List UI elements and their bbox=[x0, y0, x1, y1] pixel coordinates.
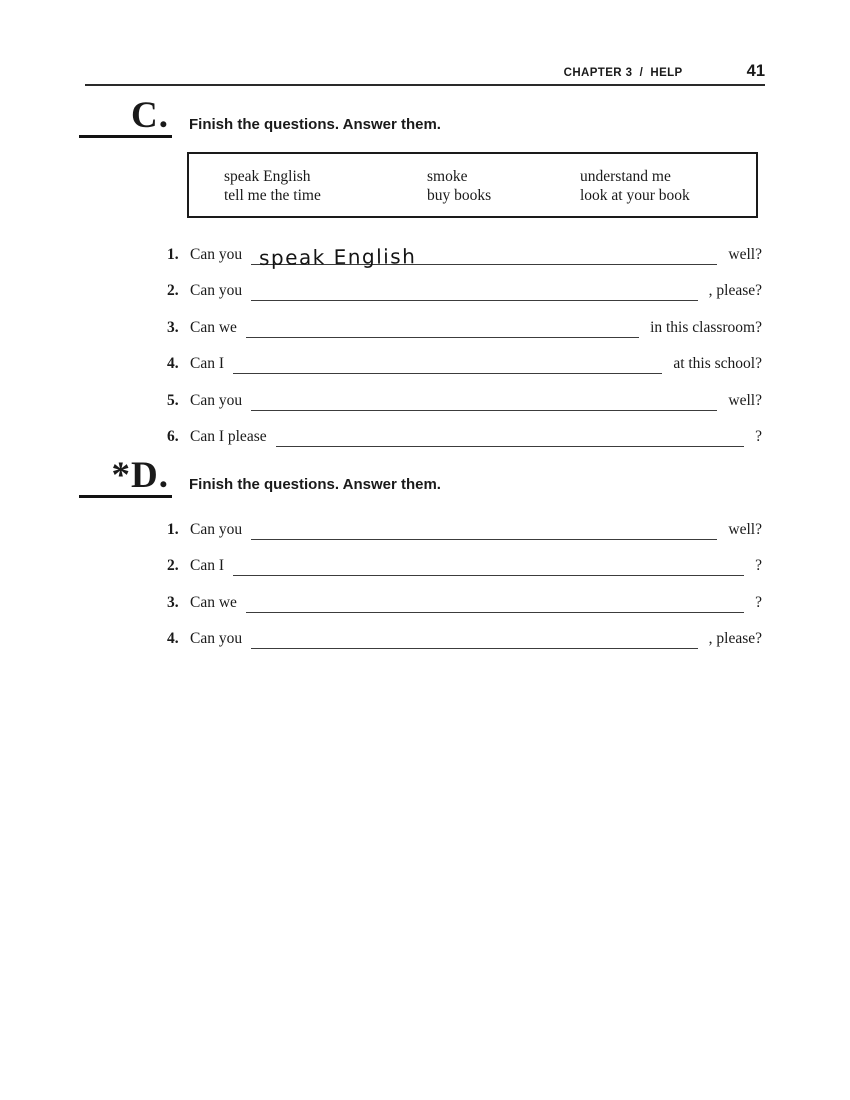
section-c-letter: C. bbox=[131, 95, 169, 136]
question-suffix: in this classroom? bbox=[650, 318, 762, 336]
question-suffix: at this school? bbox=[673, 355, 762, 373]
question-suffix: ? bbox=[755, 593, 762, 611]
answer-blank[interactable] bbox=[251, 392, 717, 411]
word-bank-item: buy books bbox=[427, 186, 492, 204]
question-suffix: well? bbox=[728, 246, 762, 263]
question-suffix: , please? bbox=[708, 282, 762, 300]
section-d-letter: *D. bbox=[111, 455, 169, 496]
question-number: 3. bbox=[167, 318, 179, 336]
word-bank-column bbox=[427, 168, 580, 216]
question-number: 2. bbox=[167, 282, 179, 300]
question-row bbox=[167, 355, 762, 376]
question-row bbox=[167, 594, 762, 615]
answer-blank[interactable] bbox=[233, 355, 662, 374]
section-c-heading bbox=[79, 97, 441, 138]
question-prompt: Can I bbox=[190, 355, 225, 373]
word-bank-item: smoke bbox=[427, 168, 468, 185]
answer-blank[interactable] bbox=[251, 282, 698, 301]
question-row bbox=[167, 392, 762, 413]
question-suffix: ? bbox=[755, 557, 762, 575]
word-bank-item: understand me bbox=[580, 168, 671, 185]
answer-blank[interactable] bbox=[246, 319, 639, 338]
question-row bbox=[167, 428, 762, 449]
page-header bbox=[85, 62, 765, 81]
question-number: 2. bbox=[167, 557, 179, 575]
question-prompt: Can we bbox=[190, 593, 237, 611]
chapter-title: CHAPTER 3 / HELP bbox=[563, 67, 683, 79]
word-bank-column bbox=[580, 168, 756, 216]
question-prompt: Can I bbox=[190, 557, 225, 575]
word-bank-item: tell me the time bbox=[224, 186, 321, 204]
question-suffix: well? bbox=[728, 391, 762, 409]
section-d-heading bbox=[79, 457, 441, 498]
answer-blank[interactable] bbox=[246, 594, 744, 613]
question-prompt: Can I please bbox=[190, 427, 267, 445]
question-number: 1. bbox=[167, 521, 179, 538]
answer-blank[interactable] bbox=[251, 630, 698, 649]
answer-blank[interactable] bbox=[251, 521, 717, 540]
question-number: 6. bbox=[167, 427, 179, 445]
section-c-instruction: Finish the questions. Answer them. bbox=[189, 116, 441, 133]
question-row bbox=[167, 244, 762, 270]
section-d-questions bbox=[167, 521, 762, 667]
section-c-letter-cell bbox=[79, 97, 172, 138]
question-row bbox=[167, 557, 762, 578]
question-suffix: ? bbox=[755, 427, 762, 445]
question-suffix: well? bbox=[728, 521, 762, 538]
word-bank-column bbox=[224, 168, 427, 216]
question-number: 4. bbox=[167, 630, 179, 648]
question-row bbox=[167, 521, 762, 542]
page-number: 41 bbox=[746, 62, 765, 80]
answer-blank[interactable] bbox=[276, 428, 745, 447]
question-prompt: Can you bbox=[190, 630, 243, 648]
question-row bbox=[167, 319, 762, 340]
question-prompt: Can you bbox=[190, 521, 243, 538]
question-prompt: Can you bbox=[190, 391, 243, 409]
answer-blank[interactable] bbox=[233, 557, 744, 576]
word-bank-item: speak English bbox=[224, 168, 311, 185]
question-number: 5. bbox=[167, 391, 179, 409]
question-row bbox=[167, 630, 762, 651]
word-bank-box bbox=[187, 152, 758, 218]
question-number: 1. bbox=[167, 246, 179, 263]
question-prompt: Can you bbox=[190, 282, 243, 300]
question-number: 4. bbox=[167, 355, 179, 373]
section-c-questions bbox=[167, 246, 762, 464]
question-prompt: Can you bbox=[190, 246, 243, 263]
answer-blank[interactable] bbox=[251, 244, 717, 270]
question-suffix: , please? bbox=[708, 630, 762, 648]
question-prompt: Can we bbox=[190, 318, 237, 336]
question-number: 3. bbox=[167, 593, 179, 611]
section-d-instruction: Finish the questions. Answer them. bbox=[189, 476, 441, 493]
section-d-letter-cell bbox=[79, 457, 172, 498]
word-bank-item: look at your book bbox=[580, 186, 690, 204]
header-rule bbox=[85, 84, 765, 86]
question-row bbox=[167, 282, 762, 303]
handwritten-answer: speak English bbox=[258, 244, 417, 270]
